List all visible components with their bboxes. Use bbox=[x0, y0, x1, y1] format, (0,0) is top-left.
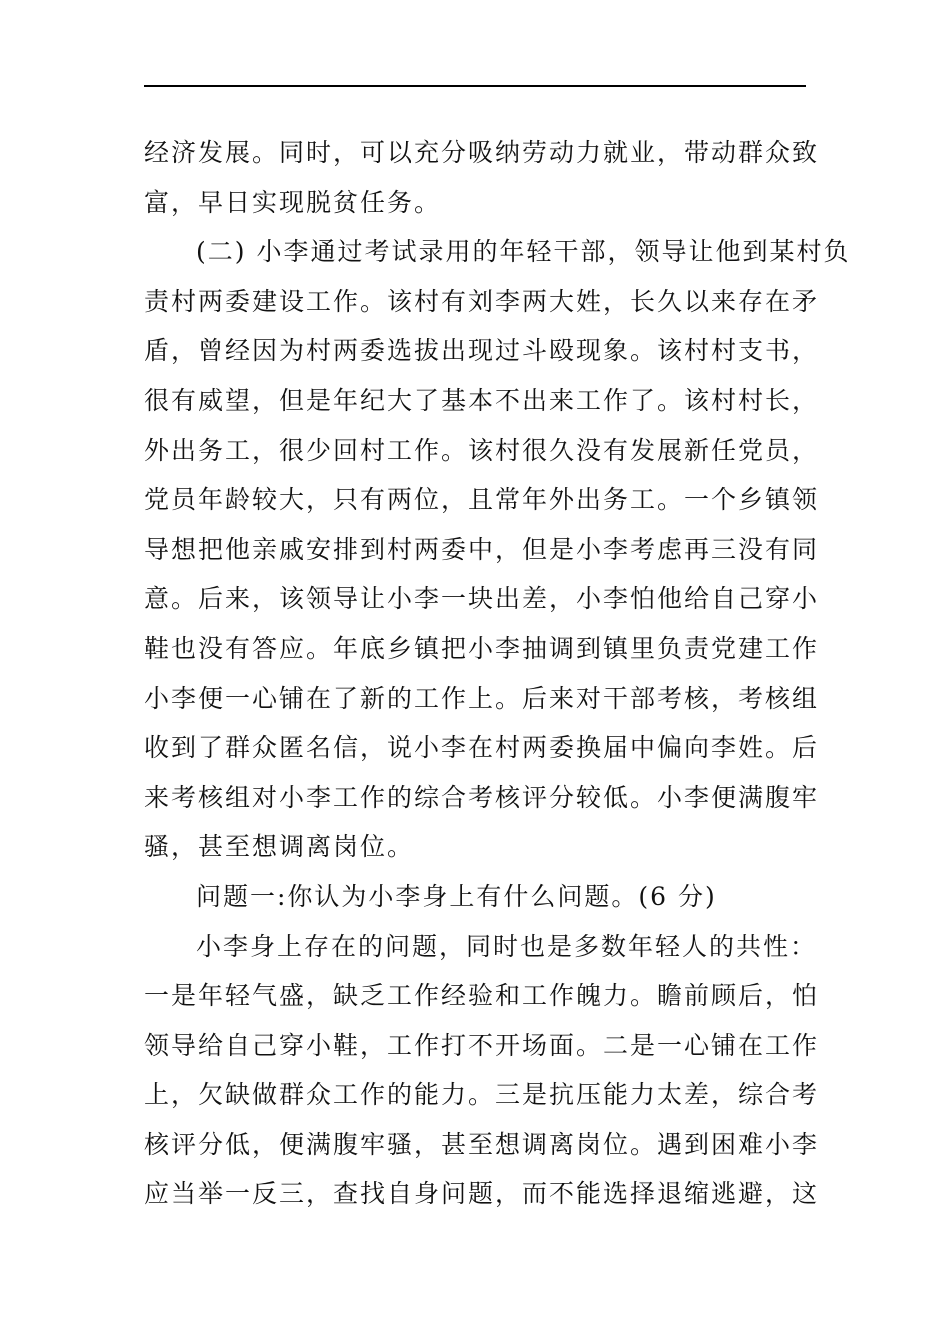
text-line: 经济发展。同时，可以充分吸纳劳动力就业，带动群众致 bbox=[144, 138, 820, 167]
body-text bbox=[144, 128, 851, 1219]
question-heading: 问题一:你认为小李身上有什么问题。(6 分) bbox=[196, 881, 717, 911]
text-line: 党员年龄较大，只有两位，且常年外出务工。一个乡镇领 bbox=[144, 485, 820, 515]
text-line: 领导给自己穿小鞋，工作打不开场面。二是一心铺在工作 bbox=[144, 1030, 820, 1060]
text-line: 来考核组对小李工作的综合考核评分较低。小李便满腹牢 bbox=[144, 782, 820, 812]
text-line: 核评分低，便满腹牢骚，甚至想调离岗位。遇到困难小李 bbox=[144, 1129, 820, 1159]
text-line: 鞋也没有答应。年底乡镇把小李抽调到镇里负责党建工作 bbox=[144, 633, 820, 663]
text-line: 很有威望，但是年纪大了基本不出来工作了。该村村长， bbox=[144, 385, 820, 415]
paragraph-start-line: 小李身上存在的问题，同时也是多数年轻人的共性： bbox=[196, 931, 818, 961]
text-line: 责村两委建设工作。该村有刘李两大姓，长久以来存在矛 bbox=[144, 286, 820, 316]
text-line: 小李便一心铺在了新的工作上。后来对干部考核，考核组 bbox=[144, 683, 820, 713]
text-line: 一是年轻气盛，缺乏工作经验和工作魄力。瞻前顾后，怕 bbox=[144, 981, 820, 1011]
text-line: 收到了群众匿名信，说小李在村两委换届中偏向李姓。后 bbox=[144, 733, 820, 763]
text-line: 导想把他亲戚安排到村两委中，但是小李考虑再三没有同 bbox=[144, 534, 820, 564]
text-line: 外出务工，很少回村工作。该村很久没有发展新任党员， bbox=[144, 435, 820, 465]
text-line: 意。后来，该领导让小李一块出差，小李怕他给自己穿小 bbox=[144, 584, 820, 614]
text-line: 上，欠缺做群众工作的能力。三是抗压能力太差，综合考 bbox=[144, 1080, 820, 1110]
text-line: 骚，甚至想调离岗位。 bbox=[144, 832, 415, 862]
header-rule bbox=[144, 85, 806, 87]
paragraph-start-line: (二) 小李通过考试录用的年轻干部，领导让他到某村负 bbox=[196, 237, 851, 267]
text-line: 盾，曾经因为村两委选拔出现过斗殴现象。该村村支书， bbox=[144, 336, 820, 366]
text-line: 应当举一反三，查找自身问题，而不能选择退缩逃避，这 bbox=[144, 1179, 820, 1209]
text-line: 富，早日实现脱贫任务。 bbox=[144, 187, 442, 217]
